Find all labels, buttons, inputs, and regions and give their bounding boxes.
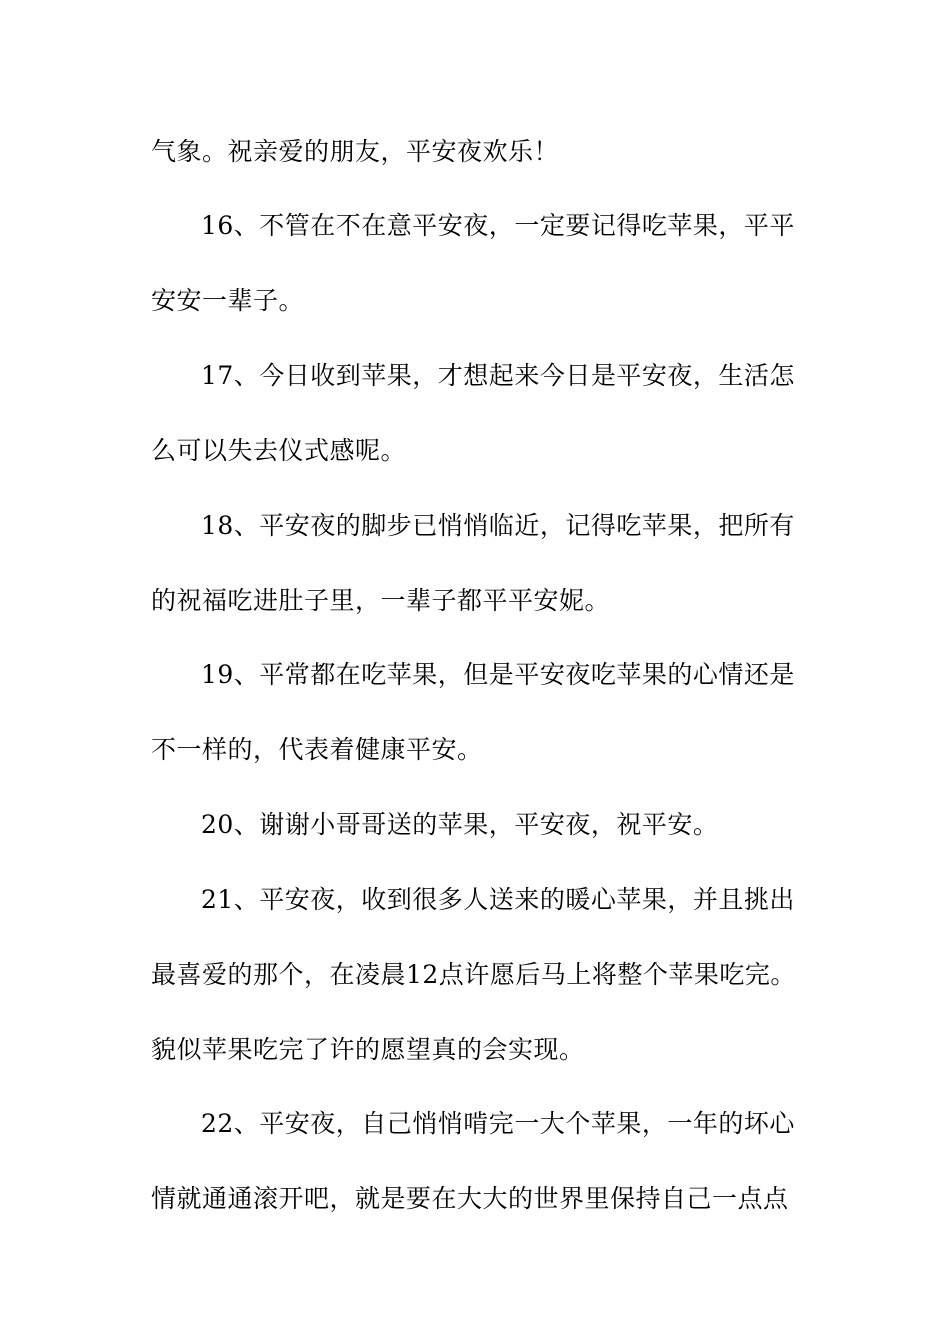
- paragraph-22-line-2: 情就通通滚开吧，就是要在大大的世界里保持自己一点点: [151, 1184, 789, 1213]
- paragraph-17-line-1: 17、今日收到苹果，才想起来今日是平安夜，生活怎: [201, 361, 795, 390]
- paragraph-18-line-1: 18、平安夜的脚步已悄悄临近，记得吃苹果，把所有: [201, 511, 795, 540]
- paragraph-21-line-1: 21、平安夜，收到很多人送来的暖心苹果，并且挑出: [201, 885, 795, 914]
- paragraph-21-line-2: 最喜爱的那个，在凌晨12点许愿后马上将整个苹果吃完。: [151, 960, 796, 989]
- paragraph-19-line-2: 不一样的，代表着健康平安。: [151, 735, 483, 764]
- text-line: 气象。祝亲爱的朋友，平安夜欢乐！: [151, 137, 560, 166]
- paragraph-20-line-1: 20、谢谢小哥哥送的苹果，平安夜，祝平安。: [201, 810, 719, 839]
- paragraph-18-line-2: 的祝福吃进肚子里，一辈子都平平安妮。: [151, 586, 611, 615]
- paragraph-17-line-2: 么可以失去仪式感呢。: [151, 436, 407, 465]
- paragraph-16-line-1: 16、不管在不在意平安夜，一定要记得吃苹果，平平: [201, 211, 795, 240]
- paragraph-16-line-2: 安安一辈子。: [151, 286, 305, 315]
- paragraph-19-line-1: 19、平常都在吃苹果，但是平安夜吃苹果的心情还是: [201, 660, 795, 689]
- paragraph-21-line-3: 貌似苹果吃完了许的愿望真的会实现。: [151, 1035, 585, 1064]
- paragraph-22-line-1: 22、平安夜，自己悄悄啃完一大个苹果，一年的坏心: [201, 1109, 795, 1138]
